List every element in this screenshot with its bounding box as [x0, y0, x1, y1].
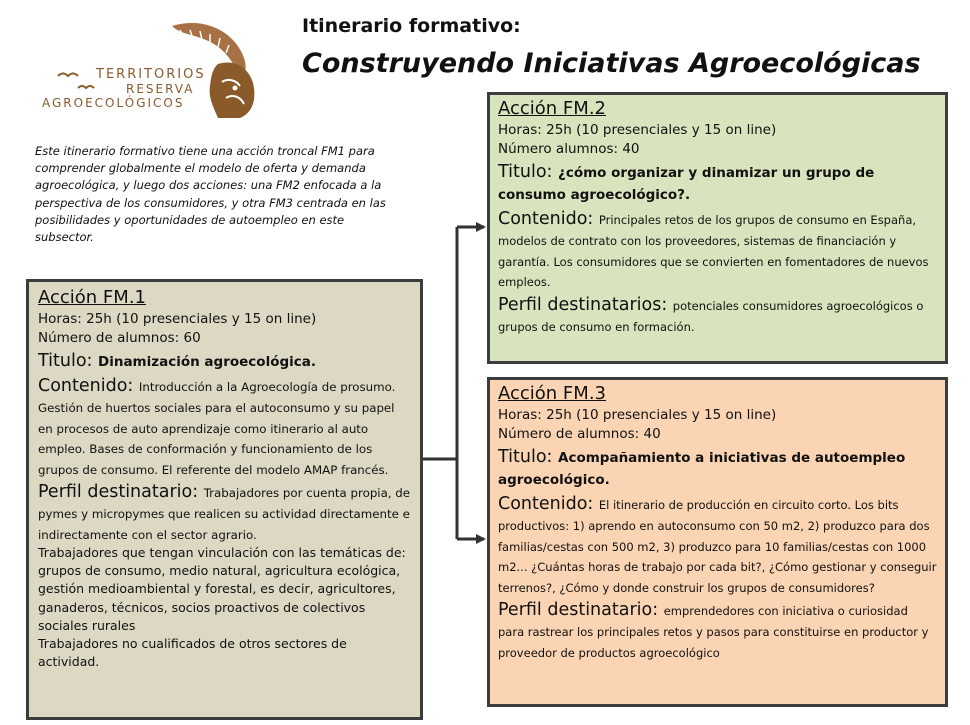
- fm1-extra-2: Trabajadores no cualificados de otros sectores de actividad.: [38, 636, 347, 670]
- fm2-titulo-label: Titulo:: [498, 162, 558, 182]
- fm2-titulo-value: ¿cómo organizar y dinamizar un grupo de consumo agroecológico?.: [498, 165, 875, 203]
- fm2-perfil-label: Perfil destinatarios:: [498, 294, 673, 315]
- action-fm1-box: [26, 279, 423, 720]
- fm3-perfil: [498, 599, 937, 662]
- logo-text-line3: AGROECOLÓGICOS: [42, 96, 185, 110]
- fm3-perfil-value: emprendedores con iniciativa o curiosidad para rastrear los principales retos y pasos para constituirse en productor y proveedor de productos agroecológico: [498, 604, 929, 660]
- fm1-titulo: [38, 350, 411, 373]
- fm1-titulo-value: Dinamización agroecológica.: [98, 354, 317, 370]
- logo-text-line1: TERRITORIOS: [96, 67, 206, 82]
- fm3-titulo: [498, 446, 937, 491]
- fm1-contenido: [38, 375, 411, 479]
- action-fm2-box: [487, 92, 948, 364]
- intro-paragraph: Este itinerario formativo tiene una acción troncal FM1 para comprender globalmente el modelo de oferta y demanda agroecológica, y luego dos acciones: una FM2 enfocada a la perspectiva de los consumidores, y otra FM3 centrada en las posibilidades y oportunidades de autoempleo en este subsector.: [35, 144, 386, 245]
- fm1-contenido-value: Introducción a la Agroecología de prosumo. Gestión de huertos sociales para el autoconsumo y su papel en procesos de auto aprendizaje como itinerario al auto empleo. Bases de conformación y funcionamiento de los grupos de consumo. El referente del modelo AMAP francés.: [38, 380, 396, 477]
- page-subtitle: Itinerario formativo:: [302, 15, 521, 37]
- fm3-contenido-label: Contenido:: [498, 494, 599, 514]
- fm1-hours: Horas: 25h (10 presenciales y 15 on line): [38, 311, 317, 327]
- fm2-students: Número alumnos: 40: [498, 141, 640, 157]
- fm2-hours: Horas: 25h (10 presenciales y 15 on line): [498, 122, 777, 138]
- fm3-title: Acción FM.3: [498, 383, 606, 404]
- fm1-contenido-label: Contenido:: [38, 376, 139, 396]
- fm3-titulo-value: Acompañamiento a iniciativas de autoempleo agroecológico.: [498, 450, 906, 488]
- fm2-contenido-label: Contenido:: [498, 209, 599, 229]
- fm3-hours: Horas: 25h (10 presenciales y 15 on line): [498, 407, 777, 423]
- fm3-contenido-value: El itinerario de producción en circuito corto. Los bits productivos: 1) aprendo en autoconsumo con 50 m2, 2) produzco para dos familias/cestas con 500 m2, 3) produzco para 10 familias/cestas con 1000 m2... ¿Cuántas horas de trabajo por cada bit?, ¿Cómo gestionar y conseguir terrenos?, ¿Cómo y donde construir los grupos de consumidores?: [498, 498, 937, 595]
- fm3-contenido: [498, 493, 937, 597]
- fm2-contenido-value: Principales retos de los grupos de consumo en España, modelos de contrato con los proveedores, sistemas de financiación y garantía. Los consumidores que se convierten en fomentadores de nuevos empleos.: [498, 213, 929, 289]
- fm3-students: Número de alumnos: 40: [498, 426, 661, 442]
- fm2-titulo: [498, 161, 937, 206]
- fm3-perfil-label: Perfil destinatario:: [498, 600, 664, 620]
- fm1-perfil-label: Perfil destinatario:: [38, 482, 204, 502]
- page-title: Construyendo Iniciativas Agroecológicas: [302, 48, 921, 79]
- fm2-perfil: [498, 294, 937, 337]
- logo-text-line2: RESERVA: [126, 82, 195, 96]
- fm3-titulo-label: Titulo:: [498, 447, 558, 467]
- fm2-perfil-value: potenciales consumidores agroecológicos o grupos de consumo en formación.: [498, 298, 924, 334]
- fm2-title: Acción FM.2: [498, 98, 606, 119]
- action-fm3-box: [487, 377, 948, 707]
- fm1-title: Acción FM.1: [38, 287, 146, 308]
- fm1-perfil: [38, 481, 411, 544]
- fm2-contenido: [498, 208, 937, 292]
- fm1-titulo-label: Titulo:: [38, 351, 98, 371]
- fm1-perfil-value: Trabajadores por cuenta propia, de pymes y micropymes que realicen su actividad directamente e indirectamente con el sector agrario.: [38, 486, 411, 542]
- fm1-students: Número de alumnos: 60: [38, 330, 201, 346]
- fm1-extra-1: Trabajadores que tengan vinculación con las temáticas de: grupos de consumo, medio natural, agricultura ecológica, gestión medioambiental y forestal, es decir, agricultores, ganaderos, técnicos, socios proactivos de colectivos sociales rurales: [38, 545, 406, 633]
